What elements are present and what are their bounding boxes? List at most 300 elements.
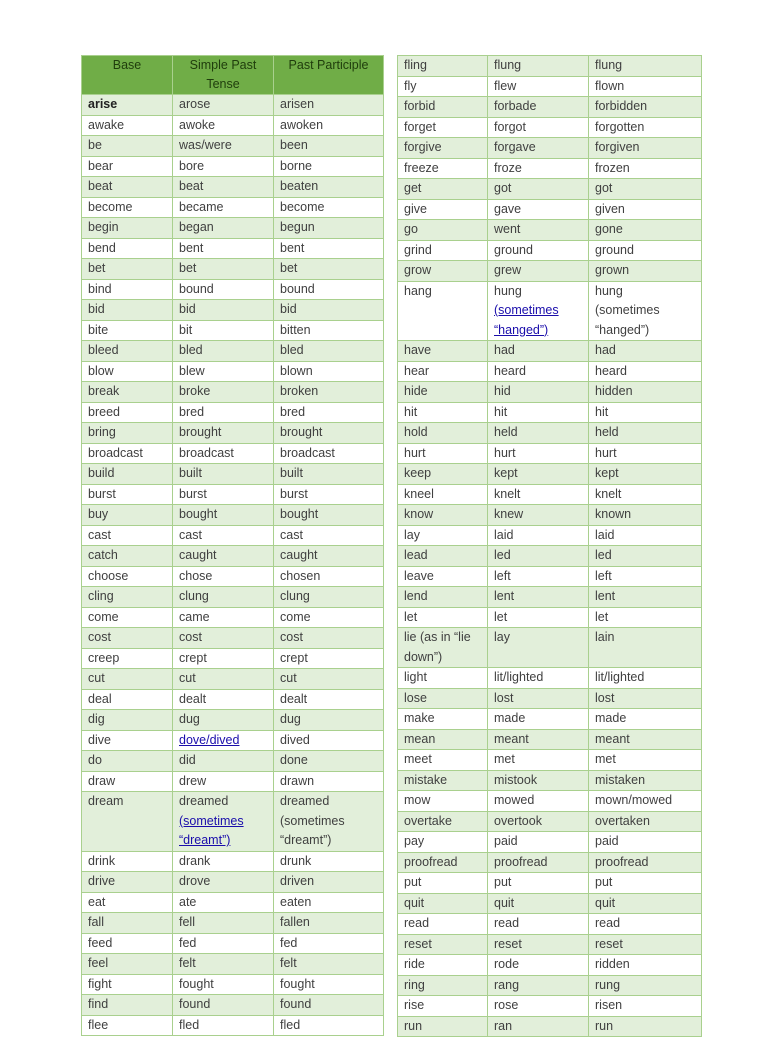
base-cell bbox=[82, 382, 173, 403]
base-cell bbox=[398, 341, 488, 362]
cell-text: met bbox=[494, 752, 515, 766]
cell-text: borne bbox=[280, 158, 312, 173]
cell-text: bet bbox=[280, 261, 298, 275]
cell-text: come bbox=[280, 609, 311, 624]
cell-text: left bbox=[595, 568, 612, 583]
cell-text: blow bbox=[88, 363, 114, 378]
simple-past-cell bbox=[488, 199, 589, 220]
past-participle-cell bbox=[589, 199, 702, 220]
past-participle-cell bbox=[589, 117, 702, 138]
cell-text: quit bbox=[595, 895, 616, 910]
table-row bbox=[82, 361, 384, 382]
cell-text: met bbox=[595, 752, 616, 766]
cell-text: hung bbox=[494, 283, 522, 298]
cell-text: went bbox=[494, 222, 521, 236]
simple-past-cell bbox=[173, 115, 274, 136]
cell-text: mown/mowed bbox=[595, 793, 673, 807]
table-row bbox=[398, 873, 702, 894]
simple-past-cell bbox=[173, 484, 274, 505]
table-row bbox=[82, 792, 384, 852]
table-row bbox=[82, 974, 384, 995]
base-cell bbox=[82, 974, 173, 995]
verb-table-right bbox=[397, 55, 702, 1037]
cell-text: heard bbox=[595, 363, 627, 378]
cell-text: rise bbox=[404, 998, 425, 1012]
cell-text: arose bbox=[179, 97, 211, 111]
table-row bbox=[82, 607, 384, 628]
cell-text: forgive bbox=[404, 140, 442, 154]
cell-text: break bbox=[88, 384, 120, 398]
past-participle-cell bbox=[589, 361, 702, 382]
cell-text: kept bbox=[595, 466, 619, 480]
cell-text: know bbox=[404, 507, 434, 521]
base-cell bbox=[82, 892, 173, 913]
past-participle-cell bbox=[589, 341, 702, 362]
simple-past-cell bbox=[488, 361, 589, 382]
cell-text: run bbox=[595, 1018, 614, 1033]
base-cell bbox=[82, 505, 173, 526]
cell-text: read bbox=[404, 916, 430, 930]
past-participle-cell bbox=[274, 933, 384, 954]
cell-text: lay bbox=[404, 527, 420, 542]
simple-past-cell bbox=[488, 341, 589, 362]
table-row bbox=[398, 443, 702, 464]
table-row bbox=[82, 259, 384, 280]
simple-past-cell bbox=[488, 566, 589, 587]
cell-text: was/were bbox=[179, 138, 232, 152]
table-row bbox=[82, 115, 384, 136]
cell-text: ring bbox=[404, 977, 425, 992]
table-row bbox=[82, 710, 384, 731]
past-participle-cell bbox=[589, 832, 702, 853]
past-participle-cell bbox=[274, 525, 384, 546]
simple-past-cell bbox=[173, 156, 274, 177]
cell-text: ride bbox=[404, 957, 425, 971]
cell-text: let bbox=[494, 609, 508, 624]
table-row bbox=[398, 750, 702, 771]
cell-text: put bbox=[595, 875, 613, 889]
simple-past-cell bbox=[488, 975, 589, 996]
cell-text: frozen bbox=[595, 160, 630, 175]
past-participle-cell bbox=[589, 566, 702, 587]
cell-text: bitten bbox=[280, 322, 311, 337]
table-row bbox=[398, 76, 702, 97]
cell-text: had bbox=[595, 343, 616, 357]
table-row bbox=[82, 995, 384, 1016]
table-row bbox=[82, 954, 384, 975]
cell-text: hurt bbox=[494, 445, 516, 460]
cell-text: meet bbox=[404, 752, 432, 766]
cell-text: come bbox=[88, 609, 119, 624]
base-cell bbox=[398, 261, 488, 282]
table-row bbox=[82, 933, 384, 954]
simple-past-cell bbox=[173, 279, 274, 300]
past-participle-cell bbox=[274, 320, 384, 341]
past-participle-cell bbox=[589, 628, 702, 668]
cell-text: had bbox=[494, 343, 515, 357]
past-participle-cell bbox=[589, 423, 702, 444]
cell-text: blown bbox=[280, 363, 313, 378]
cell-text: bore bbox=[179, 158, 205, 173]
table-row bbox=[82, 341, 384, 362]
cell-text: got bbox=[595, 181, 613, 195]
cell-text: quit bbox=[494, 895, 515, 910]
cell-text: flee bbox=[88, 1017, 109, 1032]
table-row bbox=[398, 484, 702, 505]
cell-text: mean bbox=[404, 731, 436, 746]
base-cell bbox=[398, 240, 488, 261]
cell-text: fell bbox=[179, 915, 195, 929]
cell-text: forbid bbox=[404, 99, 436, 113]
table-row bbox=[398, 914, 702, 935]
header-past-participle: Past Participle bbox=[274, 56, 384, 95]
cell-text: gave bbox=[494, 201, 522, 216]
header-simple-past: Simple Past Tense bbox=[173, 56, 274, 95]
past-participle-cell bbox=[274, 1015, 384, 1036]
base-cell bbox=[398, 76, 488, 97]
past-participle-cell bbox=[274, 566, 384, 587]
base-cell bbox=[82, 933, 173, 954]
table-row bbox=[82, 587, 384, 608]
cell-text: cut bbox=[179, 671, 196, 685]
past-participle-cell bbox=[274, 710, 384, 731]
cell-text: mistaken bbox=[595, 772, 646, 787]
base-cell bbox=[398, 832, 488, 853]
base-cell bbox=[82, 751, 173, 772]
past-participle-cell bbox=[274, 218, 384, 239]
cell-text: leave bbox=[404, 568, 434, 583]
table-row bbox=[82, 505, 384, 526]
cell-text: awoke bbox=[179, 117, 216, 132]
past-participle-cell bbox=[589, 179, 702, 200]
cell-text: arise bbox=[88, 97, 118, 111]
simple-past-cell bbox=[488, 729, 589, 750]
base-cell bbox=[82, 361, 173, 382]
cell-text: built bbox=[179, 466, 202, 480]
cell-text: dug bbox=[179, 712, 200, 726]
cell-text: grow bbox=[404, 263, 432, 277]
simple-past-cell bbox=[173, 505, 274, 526]
cell-text: knew bbox=[494, 507, 524, 521]
cell-text: beaten bbox=[280, 179, 319, 193]
cell-text: ran bbox=[494, 1018, 513, 1033]
cell-text: (sometimes “dreamt”) bbox=[280, 813, 345, 847]
table-row bbox=[398, 770, 702, 791]
cell-text: bred bbox=[280, 404, 306, 419]
cell-text: lead bbox=[404, 548, 428, 562]
base-cell bbox=[398, 1016, 488, 1037]
table-row bbox=[398, 688, 702, 709]
cell-text: choose bbox=[88, 568, 129, 583]
cell-text: proofread bbox=[494, 854, 548, 869]
base-cell bbox=[82, 95, 173, 116]
cell-text: broadcast bbox=[280, 445, 335, 460]
simple-past-cell bbox=[488, 852, 589, 873]
verb-table-left bbox=[81, 55, 384, 1036]
table-row bbox=[82, 851, 384, 872]
simple-past-cell bbox=[488, 179, 589, 200]
table-row bbox=[82, 730, 384, 751]
past-participle-cell bbox=[589, 852, 702, 873]
table-row bbox=[82, 423, 384, 444]
past-participle-cell bbox=[589, 955, 702, 976]
base-cell bbox=[398, 179, 488, 200]
cell-text: fed bbox=[280, 935, 298, 950]
table-row bbox=[82, 156, 384, 177]
table-row bbox=[82, 320, 384, 341]
table-row bbox=[398, 382, 702, 403]
base-cell bbox=[82, 566, 173, 587]
base-cell bbox=[82, 1015, 173, 1036]
cell-text: hide bbox=[404, 384, 428, 398]
cell-text: mow bbox=[404, 793, 431, 807]
cell-text: make bbox=[404, 711, 435, 725]
past-participle-cell bbox=[589, 505, 702, 526]
cell-text: laid bbox=[595, 527, 615, 542]
simple-past-cell bbox=[488, 97, 589, 118]
cell-text: cast bbox=[88, 527, 111, 542]
base-cell bbox=[82, 156, 173, 177]
cell-text: hit bbox=[494, 404, 508, 419]
table-row bbox=[82, 751, 384, 772]
cell-text: flown bbox=[595, 78, 625, 93]
table-row bbox=[398, 220, 702, 241]
past-participle-cell bbox=[589, 76, 702, 97]
base-cell bbox=[398, 873, 488, 894]
cell-text: dig bbox=[88, 712, 105, 726]
table-row bbox=[398, 709, 702, 730]
simple-past-cell bbox=[173, 954, 274, 975]
cell-text: found bbox=[280, 997, 312, 1011]
table-row bbox=[398, 56, 702, 77]
cell-text: put bbox=[494, 875, 512, 889]
simple-past-cell bbox=[488, 893, 589, 914]
past-participle-cell bbox=[274, 851, 384, 872]
past-participle-cell bbox=[589, 220, 702, 241]
base-cell bbox=[82, 771, 173, 792]
cell-text: feel bbox=[88, 956, 109, 970]
header-row bbox=[82, 56, 384, 95]
cell-text: have bbox=[404, 343, 432, 357]
past-participle-cell bbox=[274, 382, 384, 403]
simple-past-cell bbox=[173, 913, 274, 934]
past-participle-cell bbox=[589, 587, 702, 608]
cell-text: forgotten bbox=[595, 119, 645, 134]
cell-text: froze bbox=[494, 160, 522, 175]
note-link[interactable]: (sometimes “hanged”) bbox=[494, 303, 559, 337]
cell-text: flew bbox=[494, 78, 517, 93]
past-participle-cell bbox=[589, 750, 702, 771]
cell-text: be bbox=[88, 138, 102, 152]
base-cell bbox=[82, 177, 173, 198]
base-cell bbox=[398, 934, 488, 955]
cell-text: gone bbox=[595, 222, 623, 236]
table-row bbox=[398, 852, 702, 873]
base-cell bbox=[82, 341, 173, 362]
cell-text: mistook bbox=[494, 772, 538, 787]
note-link[interactable]: (sometimes “dreamt”) bbox=[179, 813, 244, 847]
past-participle-cell bbox=[589, 770, 702, 791]
cell-text: hit bbox=[595, 404, 609, 419]
cell-text: fought bbox=[280, 976, 315, 991]
table-row bbox=[398, 1016, 702, 1037]
past-participle-cell bbox=[589, 525, 702, 546]
past-participle-cell bbox=[274, 974, 384, 995]
simple-past-cell bbox=[173, 730, 274, 751]
base-cell bbox=[82, 443, 173, 464]
cell-text: caught bbox=[179, 548, 217, 562]
simple-past-cell bbox=[173, 872, 274, 893]
cell-text: fight bbox=[88, 976, 112, 991]
simple-past-cell bbox=[488, 220, 589, 241]
cell-text: led bbox=[595, 548, 612, 562]
cell-text: crept bbox=[280, 650, 308, 665]
cell-text: ridden bbox=[595, 957, 630, 971]
table-row bbox=[82, 872, 384, 893]
past-participle-cell bbox=[274, 751, 384, 772]
base-cell bbox=[82, 279, 173, 300]
table-row bbox=[82, 279, 384, 300]
base-cell bbox=[82, 320, 173, 341]
table-row bbox=[398, 587, 702, 608]
simple-past-cell bbox=[488, 934, 589, 955]
cell-text: lost bbox=[595, 690, 615, 705]
base-cell bbox=[398, 566, 488, 587]
table-row bbox=[82, 892, 384, 913]
cell-text: grown bbox=[595, 263, 630, 277]
past-participle-cell bbox=[589, 688, 702, 709]
cell-text: done bbox=[280, 753, 308, 767]
past-participle-cell bbox=[274, 628, 384, 649]
cell-text: creep bbox=[88, 650, 120, 665]
cell-text: bound bbox=[280, 281, 315, 296]
simple-past-cell bbox=[488, 832, 589, 853]
table-row bbox=[398, 832, 702, 853]
cell-text: lain bbox=[595, 630, 615, 644]
base-cell bbox=[82, 238, 173, 259]
base-cell bbox=[398, 750, 488, 771]
cell-text: fallen bbox=[280, 915, 310, 929]
simple-past-cell bbox=[173, 259, 274, 280]
cell-text: beat bbox=[88, 179, 113, 193]
simple-past-cell bbox=[173, 238, 274, 259]
base-cell bbox=[398, 587, 488, 608]
simple-past-cell bbox=[173, 361, 274, 382]
table-row bbox=[398, 199, 702, 220]
past-participle-cell bbox=[589, 158, 702, 179]
cell-text: lend bbox=[404, 589, 428, 603]
base-cell bbox=[82, 259, 173, 280]
simple-past-cell bbox=[173, 933, 274, 954]
table-row bbox=[82, 197, 384, 218]
cell-text: light bbox=[404, 670, 427, 684]
cell-text: hang bbox=[404, 283, 432, 298]
cell-text: built bbox=[280, 466, 303, 480]
cell-text: came bbox=[179, 609, 210, 624]
simple-past-cell bbox=[488, 1016, 589, 1037]
base-cell bbox=[398, 382, 488, 403]
base-cell bbox=[82, 484, 173, 505]
table-row bbox=[398, 934, 702, 955]
cell-text: left bbox=[494, 568, 511, 583]
simple-past-cell bbox=[173, 892, 274, 913]
past-participle-cell bbox=[589, 893, 702, 914]
cell-text: lent bbox=[595, 589, 616, 603]
table-row bbox=[82, 95, 384, 116]
cell-text: dealt bbox=[280, 691, 308, 706]
cell-text: beat bbox=[179, 179, 204, 193]
simple-past-cell bbox=[173, 669, 274, 690]
past-participle-cell bbox=[274, 177, 384, 198]
cell-text: arisen bbox=[280, 97, 315, 111]
table-row bbox=[82, 669, 384, 690]
base-cell bbox=[82, 464, 173, 485]
simple-past-cell bbox=[488, 811, 589, 832]
past-participle-cell bbox=[589, 546, 702, 567]
past-participle-cell bbox=[274, 913, 384, 934]
cell-text: bent bbox=[179, 240, 204, 255]
simple-past-cell bbox=[488, 505, 589, 526]
cell-text: broken bbox=[280, 384, 319, 398]
simple-past-cell bbox=[488, 791, 589, 812]
simple-past-cell bbox=[488, 709, 589, 730]
cell-text: put bbox=[404, 875, 422, 889]
base-cell bbox=[398, 668, 488, 689]
table-row bbox=[398, 402, 702, 423]
cell-text: dug bbox=[280, 712, 301, 726]
cell-text: rung bbox=[595, 977, 621, 992]
base-cell bbox=[82, 648, 173, 669]
past-participle-cell bbox=[274, 259, 384, 280]
simple-past-cell bbox=[173, 423, 274, 444]
cell-text: bet bbox=[88, 261, 106, 275]
cell-text: ground bbox=[494, 242, 533, 257]
base-cell bbox=[398, 525, 488, 546]
base-cell bbox=[398, 97, 488, 118]
base-cell bbox=[82, 710, 173, 731]
simple-past-cell bbox=[488, 117, 589, 138]
table-row bbox=[398, 893, 702, 914]
cell-text: mowed bbox=[494, 793, 535, 807]
past-participle-cell bbox=[274, 872, 384, 893]
past-link[interactable]: dove/dived bbox=[179, 732, 240, 747]
cell-text: been bbox=[280, 138, 308, 152]
cell-text: hold bbox=[404, 425, 428, 439]
simple-past-cell bbox=[173, 546, 274, 567]
cell-text: bought bbox=[280, 507, 319, 521]
cell-text: given bbox=[595, 201, 625, 216]
cell-text: freeze bbox=[404, 160, 439, 175]
cell-text: run bbox=[404, 1018, 423, 1033]
cell-text: lose bbox=[404, 690, 427, 705]
cell-text: begin bbox=[88, 220, 119, 234]
base-cell bbox=[82, 669, 173, 690]
cell-text: let bbox=[595, 609, 609, 624]
cell-text: ate bbox=[179, 894, 197, 909]
base-cell bbox=[82, 954, 173, 975]
table-row bbox=[82, 136, 384, 157]
cell-text: got bbox=[494, 181, 512, 195]
base-cell bbox=[82, 546, 173, 567]
table-row bbox=[82, 300, 384, 321]
cell-text: get bbox=[404, 181, 422, 195]
past-participle-cell bbox=[589, 729, 702, 750]
cell-text: bring bbox=[88, 425, 116, 439]
simple-past-cell bbox=[488, 628, 589, 668]
past-participle-cell bbox=[274, 402, 384, 423]
simple-past-cell bbox=[173, 525, 274, 546]
simple-past-cell bbox=[488, 873, 589, 894]
